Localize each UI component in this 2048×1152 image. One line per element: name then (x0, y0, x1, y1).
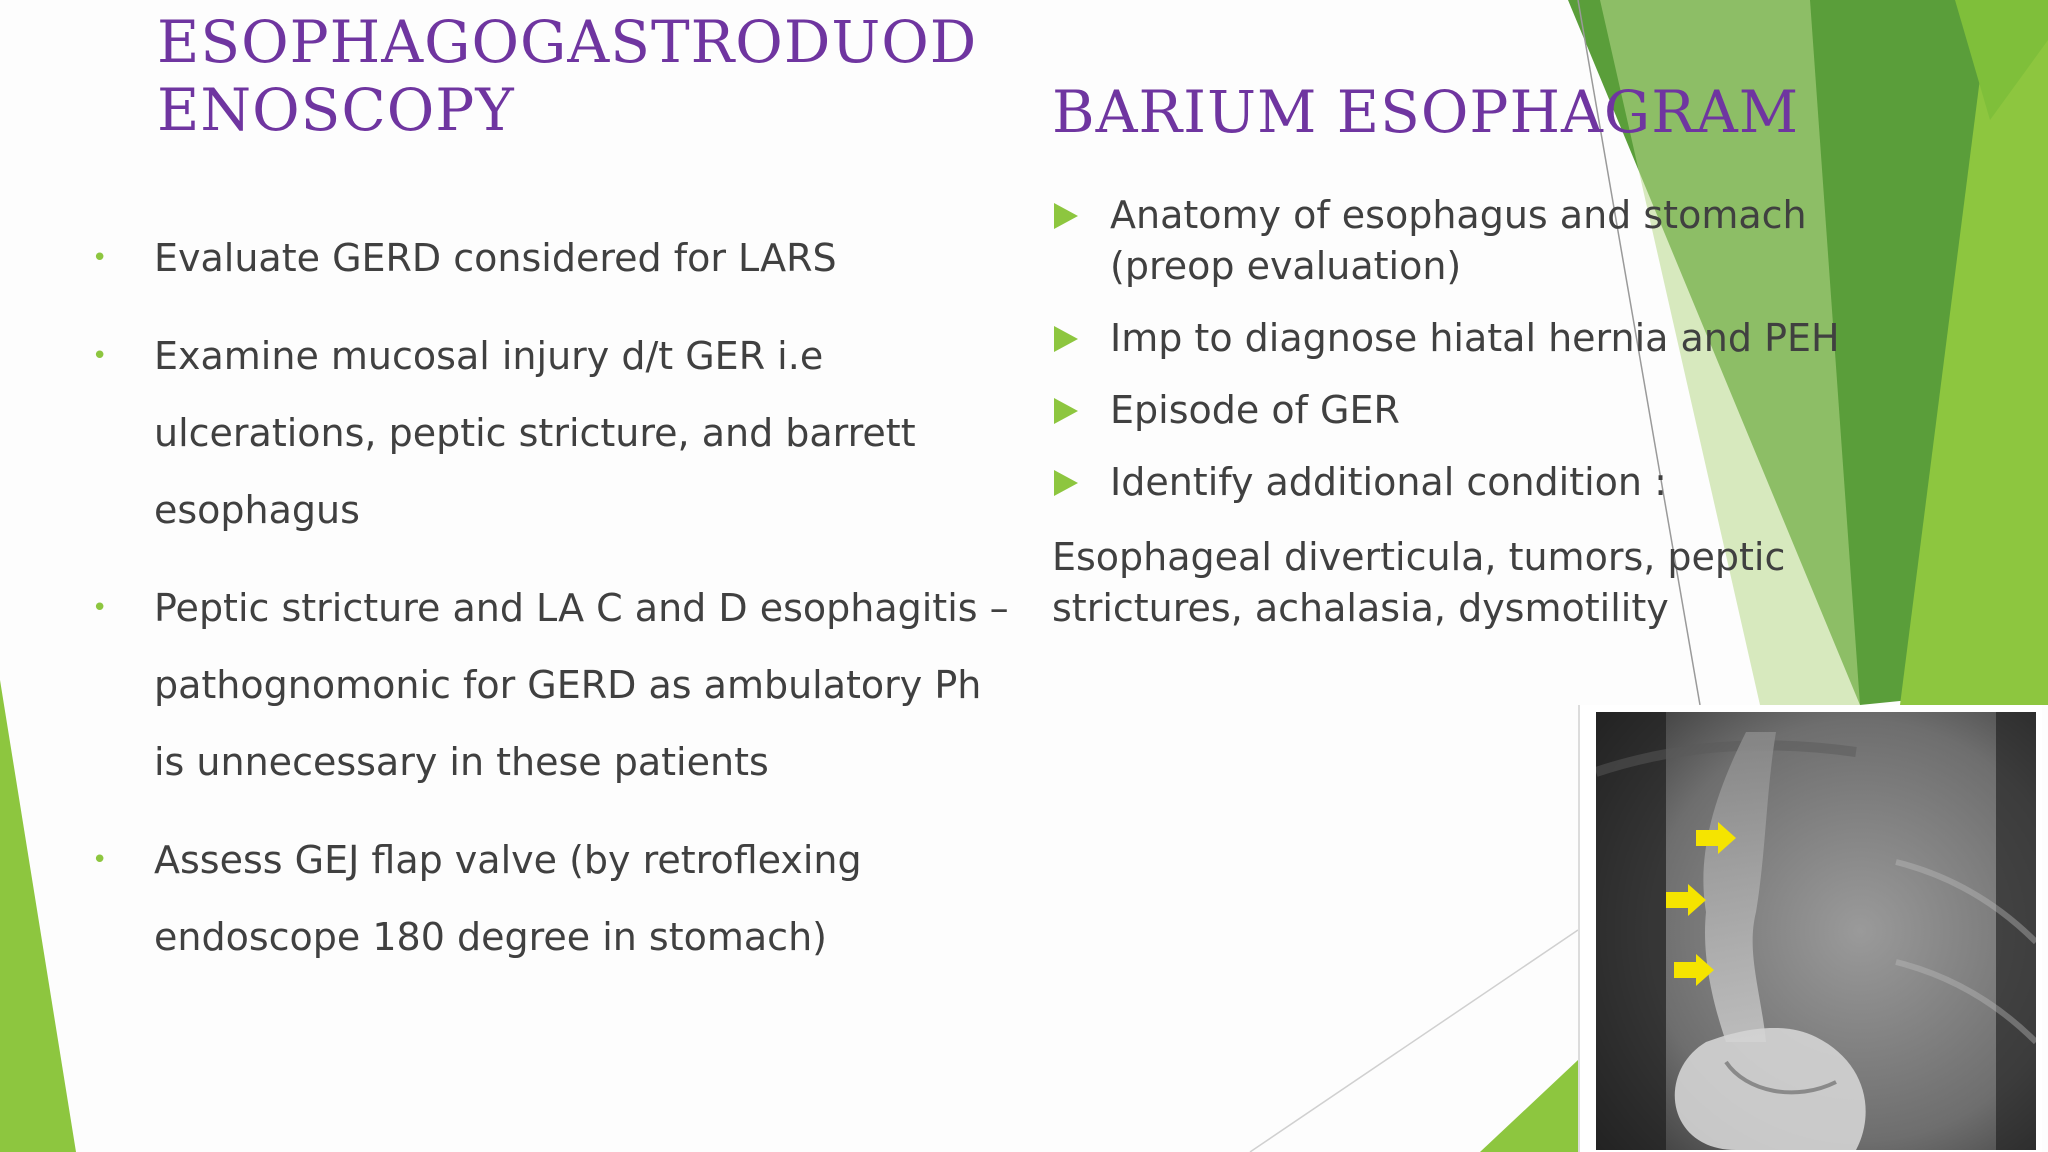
bullet-icon: • (92, 845, 108, 875)
bullet-icon: • (92, 593, 108, 623)
additional-conditions-text: Esophageal diverticula, tumors, peptic strictures, achalasia, dysmotility (1052, 535, 1786, 630)
triangle-bullet-icon (1054, 470, 1078, 496)
barium-bullet-list (1052, 190, 1932, 529)
list-item (92, 570, 1012, 801)
list-item (1052, 190, 1932, 292)
list-item (92, 822, 1012, 976)
bullet-text: Anatomy of esophagus and stomach (preop evaluation) (1110, 193, 1807, 288)
triangle-bullet-icon (1054, 203, 1078, 229)
bullet-text: Examine mucosal injury d/t GER i.e ulcerations, peptic stricture, and barrett esophagus (154, 334, 916, 532)
bullet-text: Identify additional condition : (1110, 460, 1667, 504)
list-item (92, 220, 1012, 297)
egd-bullet-list (92, 220, 1012, 997)
bullet-text: Episode of GER (1110, 388, 1400, 432)
left-green-sliver (0, 680, 76, 1152)
list-item (1052, 313, 1932, 364)
bullet-text: Peptic stricture and LA C and D esophagitis – pathognomonic for GERD as ambulatory Ph is unnecessary in these patients (154, 586, 1009, 784)
xray-icon (1596, 712, 2036, 1150)
list-item (92, 318, 1012, 549)
bullet-text: Evaluate GERD considered for LARS (154, 236, 837, 280)
bullet-text: Assess GEJ flap valve (by retroflexing endoscope 180 degree in stomach) (154, 838, 862, 959)
bullet-text: Imp to diagnose hiatal hernia and PEH (1110, 316, 1840, 360)
bullet-icon: • (92, 243, 108, 273)
triangle-bullet-icon (1054, 398, 1078, 424)
bullet-icon: • (92, 341, 108, 371)
list-item (1052, 385, 1932, 436)
lower-green-shape (1480, 1060, 1578, 1152)
triangle-bullet-icon (1054, 326, 1078, 352)
list-item (1052, 457, 1932, 508)
left-heading: ESOPHAGOGASTRODUOD ENOSCOPY (157, 8, 978, 144)
right-heading: BARIUM ESOPHAGRAM (1052, 78, 1800, 146)
